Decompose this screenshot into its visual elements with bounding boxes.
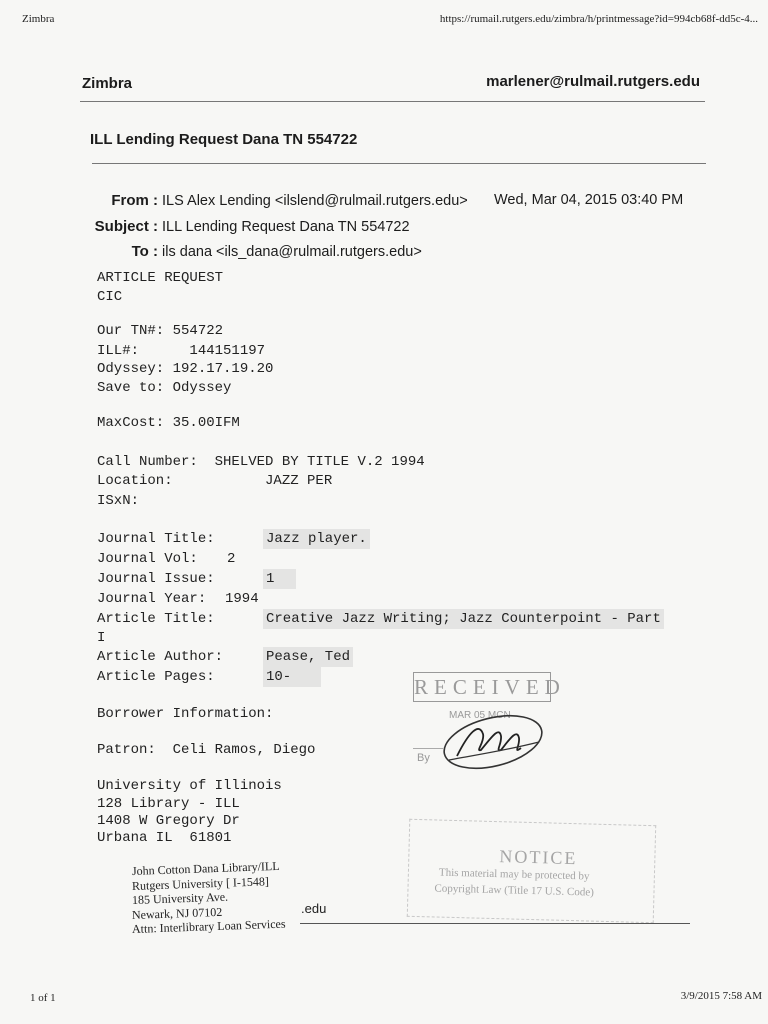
journal-title-row — [97, 529, 367, 549]
received-stamp-by: By — [417, 752, 430, 764]
max-cost: MaxCost: 35.00IFM — [97, 415, 240, 431]
return-address-line-4: Newark, NJ 07102 — [131, 904, 223, 922]
notice-line-2: Copyright Law (Title 17 U.S. Code) — [434, 882, 595, 899]
message-date: Wed, Mar 04, 2015 03:40 PM — [494, 192, 684, 208]
return-address-line-1: John Cotton Dana Library/ILL — [131, 858, 280, 878]
notice-line-1: This material may be protected by — [438, 866, 590, 883]
print-timestamp: 3/9/2015 7:58 AM — [680, 990, 762, 1002]
page-count: 1 of 1 — [30, 992, 56, 1004]
received-stamp-label: RECEIVED — [413, 672, 551, 702]
header-divider — [80, 101, 705, 102]
from-value: ILS Alex Lending <ilslend@rulmail.rutgers.edu> — [162, 193, 468, 209]
journal-title-label: Journal Title: — [97, 531, 215, 547]
journal-vol-row — [97, 549, 236, 569]
save-to: Save to: Odyssey — [97, 380, 232, 396]
account-email: marlener@rulmail.rutgers.edu — [486, 73, 700, 90]
app-title: Zimbra — [82, 75, 133, 92]
subject-divider — [92, 163, 706, 164]
borrower-address-line-2: 128 Library - ILL — [97, 796, 240, 812]
print-header-url: https://rumail.rutgers.edu/zimbra/h/printmessage?id=994cb68f-dd5c-4... — [439, 13, 758, 25]
message-subject-title: ILL Lending Request Dana TN 554722 — [90, 131, 358, 148]
subject-row — [80, 218, 410, 235]
body-line-cic: CIC — [97, 289, 123, 305]
journal-year-label: Journal Year: — [97, 591, 207, 607]
received-stamp-date: MAR 05 MCN — [449, 710, 511, 721]
article-title-label: Article Title: — [97, 611, 215, 627]
to-row — [80, 243, 422, 260]
location: Location: JAZZ PER — [97, 473, 333, 489]
subject-label: Subject : — [94, 218, 158, 235]
borrower-address-line-1: University of Illinois — [97, 778, 282, 794]
copyright-notice-stamp — [407, 819, 656, 923]
article-title-value: Creative Jazz Writing; Jazz Counterpoint - Part — [263, 609, 664, 629]
article-title-continued: I — [97, 630, 106, 646]
journal-issue-label: Journal Issue: — [97, 571, 215, 587]
journal-issue-value: 1 — [263, 569, 296, 589]
return-address-line-3: 185 University Ave. — [131, 889, 229, 907]
ill-number: ILL#: 144151197 — [97, 343, 266, 359]
article-author-value: Pease, Ted — [263, 647, 353, 667]
article-pages-row — [97, 667, 292, 687]
article-pages-value: 10- — [263, 667, 321, 687]
journal-title-value: Jazz player. — [263, 529, 370, 549]
return-address-label — [131, 858, 286, 937]
received-stamp — [413, 672, 566, 772]
our-tn: Our TN#: 554722 — [97, 323, 224, 339]
body-line-article-request: ARTICLE REQUEST — [97, 270, 224, 286]
call-number: Call Number: SHELVED BY TITLE V.2 1994 — [97, 454, 425, 470]
article-author-row — [97, 647, 351, 667]
borrower-address-line-3: 1408 W Gregory Dr — [97, 813, 240, 829]
to-value: ils dana <ils_dana@rulmail.rutgers.edu> — [162, 244, 422, 260]
return-address-line-5: Attn: Interlibrary Loan Services — [131, 916, 286, 936]
journal-year-value: 1994 — [225, 591, 259, 607]
to-label: To : — [131, 243, 158, 260]
borrower-address-line-4: Urbana IL 61801 — [97, 830, 232, 846]
odyssey-address: Odyssey: 192.17.19.20 — [97, 361, 274, 377]
journal-issue-row — [97, 569, 275, 589]
return-address-line-2: Rutgers University [ I-1548] — [131, 873, 270, 893]
label-divider — [300, 923, 690, 924]
article-pages-label: Article Pages: — [97, 669, 215, 685]
subject-value: ILL Lending Request Dana TN 554722 — [162, 219, 410, 235]
notice-title: NOTICE — [499, 846, 578, 869]
journal-vol-value: 2 — [227, 551, 236, 567]
print-header-app: Zimbra — [22, 13, 55, 25]
from-label: From : — [111, 192, 158, 209]
from-row — [80, 192, 468, 209]
article-title-row — [97, 609, 661, 629]
initials-signature — [439, 712, 551, 772]
patron: Patron: Celi Ramos, Diego — [97, 742, 316, 758]
borrower-information: Borrower Information: — [97, 706, 274, 722]
isxn: ISxN: — [97, 493, 140, 509]
edu-fragment: .edu — [301, 901, 327, 916]
journal-vol-label: Journal Vol: — [97, 551, 198, 567]
journal-year-row — [97, 589, 259, 609]
article-author-label: Article Author: — [97, 649, 224, 665]
